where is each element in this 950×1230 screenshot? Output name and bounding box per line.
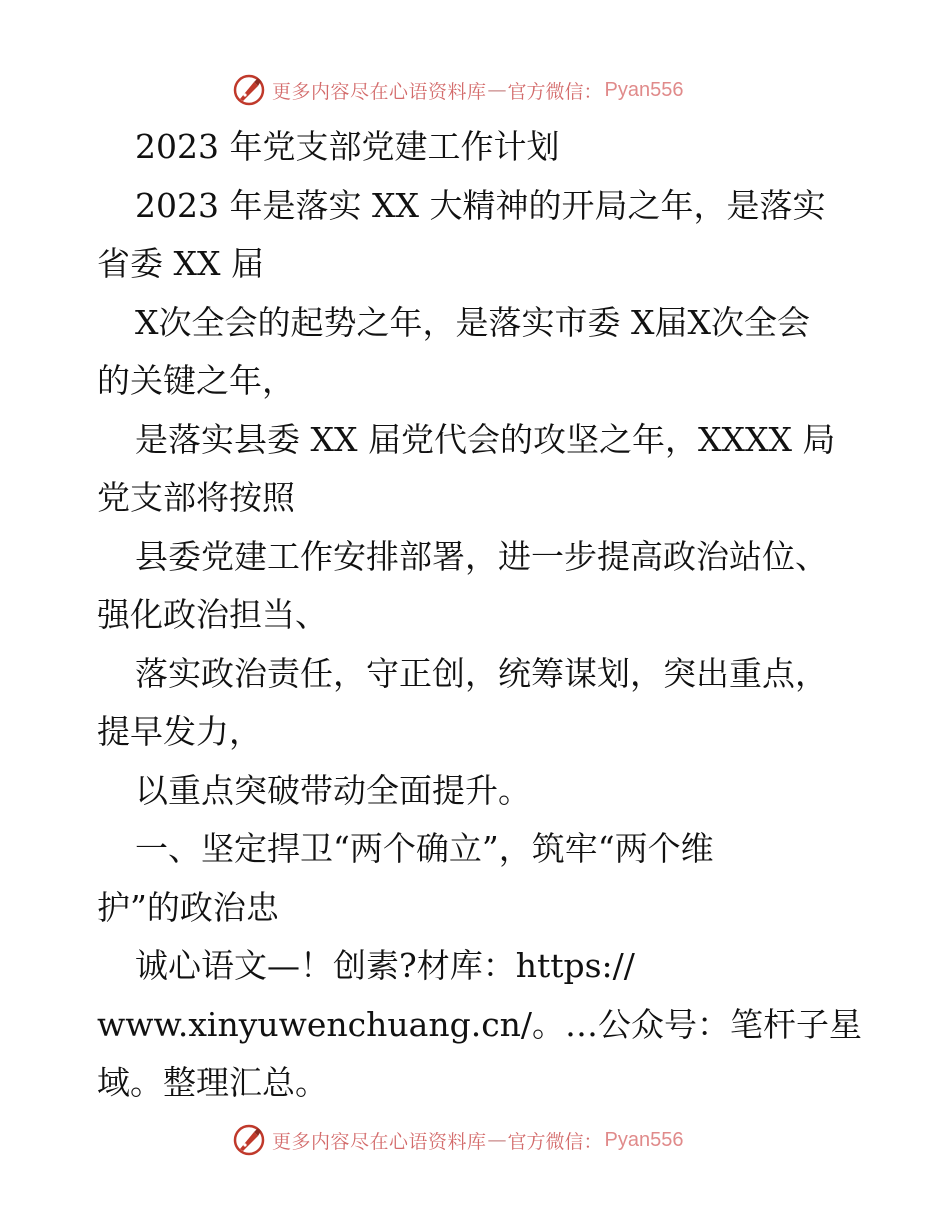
document-title: 2023 年党支部党建工作计划 [135,127,560,166]
text-line: 落实政治责任，守正创，统筹谋划，突出重点， [135,653,828,693]
banner-wechat-id: Pyan556 [604,78,684,101]
text-line: 县委党建工作安排部署，进一步提高政治站位、 [135,536,828,576]
document-body [97,118,863,1113]
banner-wechat-id: Pyan556 [604,1128,684,1151]
banner-slogan: 更多内容尽在心语资料库 [272,80,487,103]
text-line: 是落实县委 XX 届党代会的攻坚之年，XXXX 局 [135,419,836,459]
text-line: 省委 XX 届 [97,244,264,283]
text-line: 2023 年是落实 XX 大精神的开局之年，是落实 [135,185,826,225]
text-line: 以重点突破带动全面提升。 [135,770,531,810]
section-heading-continued: 护”的政治忠 [97,887,279,927]
text-line: 域。整理汇总。 [97,1063,328,1102]
banner-separator: — [487,79,507,101]
section-heading: 一、坚定捍卫“两个确立”，筑牢“两个维 [135,829,714,868]
text-line: 提早发力， [97,712,262,751]
text-line: X次全会的起势之年，是落实市委 X届X次全会 [135,302,810,342]
text-line: 的关键之年， [97,361,295,400]
banner-wechat-label: 官方微信： [507,80,603,103]
banner-wechat-label: 官方微信： [507,1130,603,1153]
text-line: 诚心语文—！创素?材库：https:// [135,946,635,985]
text-line: 党支部将按照 [97,478,295,517]
footer-banner[interactable] [232,1122,684,1158]
text-line: 强化政治担当、 [97,595,328,634]
banner-separator: — [487,1129,507,1151]
header-banner[interactable] [232,72,684,108]
pen-nib-logo-icon [232,1123,266,1157]
banner-slogan: 更多内容尽在心语资料库 [272,1130,487,1153]
pen-nib-logo-icon [232,73,266,107]
text-line-url: www.xinyuwenchuang.cn/。…公众号：笔杆子星 [97,1004,863,1044]
